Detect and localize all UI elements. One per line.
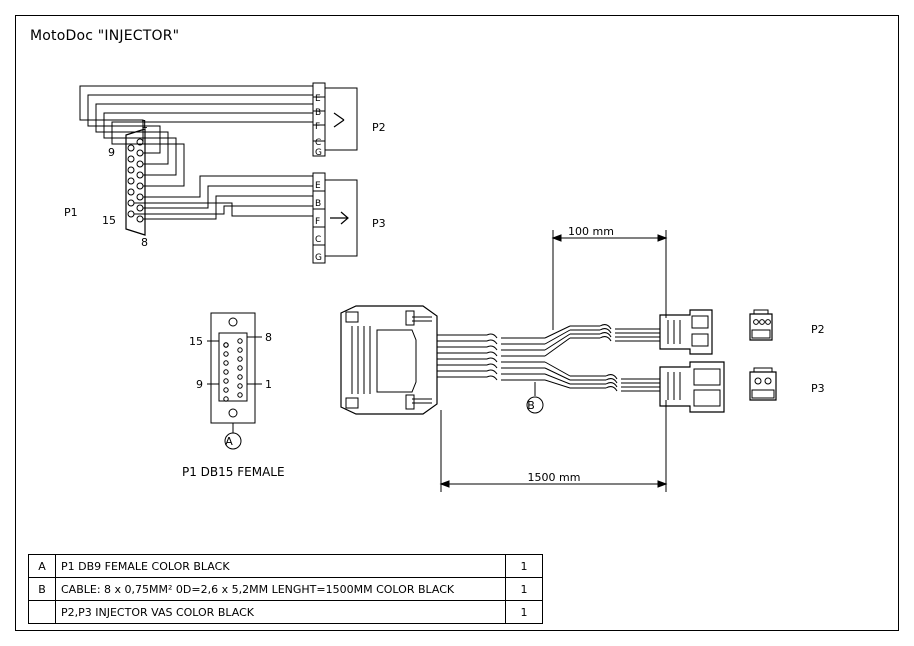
schematic-p2-pin-4: G: [315, 148, 322, 158]
assembly-db15-shell: [341, 306, 437, 414]
schematic-p2-pin-2: F: [315, 122, 321, 132]
detail-pin-8: 8: [265, 331, 272, 344]
row-qty: 1: [506, 555, 543, 578]
schematic-p2-pin-1: B: [315, 108, 322, 118]
schematic-p1-pin-1: 1: [141, 118, 148, 131]
schematic-p1-connector: [126, 129, 145, 235]
row-item: [29, 601, 56, 624]
detail-caption: P1 DB15 FEMALE: [182, 465, 285, 479]
table-row: [29, 601, 543, 624]
detail-balloon-a: A: [225, 435, 233, 448]
row-description: P2,P3 INJECTOR VAS COLOR BLACK: [56, 601, 506, 624]
assembly-p3-connector: [660, 362, 724, 412]
row-qty: 1: [506, 601, 543, 624]
schematic-p3-pin-0: E: [315, 181, 321, 191]
schematic-p3-pin-1: B: [315, 199, 322, 209]
row-item: A: [29, 555, 56, 578]
assembly-cable-bundle: [437, 325, 660, 413]
table-row: [29, 578, 543, 601]
schematic-p2-pin-3: C: [315, 138, 322, 148]
assembly-p2-connector: [660, 310, 712, 354]
schematic-p1-pin-15: 15: [102, 214, 116, 227]
row-description: CABLE: 8 x 0,75MM² 0D=2,6 x 5,2MM LENGHT=1500MM COLOR BLACK: [56, 578, 506, 601]
detail-db15-connector: [207, 313, 262, 449]
row-item: B: [29, 578, 56, 601]
assembly-balloon-b: B: [527, 399, 535, 412]
dim-100mm-label: 100 mm: [568, 225, 614, 238]
dimension-100mm: [553, 230, 666, 330]
assembly-p2-label: P2: [811, 323, 825, 336]
detail-pin-9: 9: [196, 378, 203, 391]
assembly-p3-label: P3: [811, 382, 825, 395]
row-qty: 1: [506, 578, 543, 601]
parts-table: [28, 554, 543, 624]
schematic-wires-p2: [80, 86, 313, 186]
connector-icon-p3: [750, 368, 776, 400]
detail-pin-1: 1: [265, 378, 272, 391]
connector-icon-p2: [750, 310, 772, 340]
schematic-p2-pin-0: E: [315, 94, 321, 104]
page-title: MotoDoc "INJECTOR": [30, 28, 180, 44]
schematic-p3-pin-3: C: [315, 235, 322, 245]
table-row: [29, 555, 543, 578]
schematic-p1-pin-9: 9: [108, 146, 115, 159]
dim-1500mm-label: 1500 mm: [527, 471, 581, 484]
schematic-p1-label: P1: [64, 206, 78, 219]
schematic-p3-pin-4: G: [315, 253, 322, 263]
schematic-p3-pin-2: F: [315, 217, 321, 227]
schematic-p1-pin-8: 8: [141, 236, 148, 249]
row-description: P1 DB9 FEMALE COLOR BLACK: [56, 555, 506, 578]
detail-pin-15: 15: [189, 335, 203, 348]
schematic-p2-label: P2: [372, 121, 386, 134]
schematic-p3-label: P3: [372, 217, 386, 230]
schematic-wires-p3: [134, 176, 313, 219]
